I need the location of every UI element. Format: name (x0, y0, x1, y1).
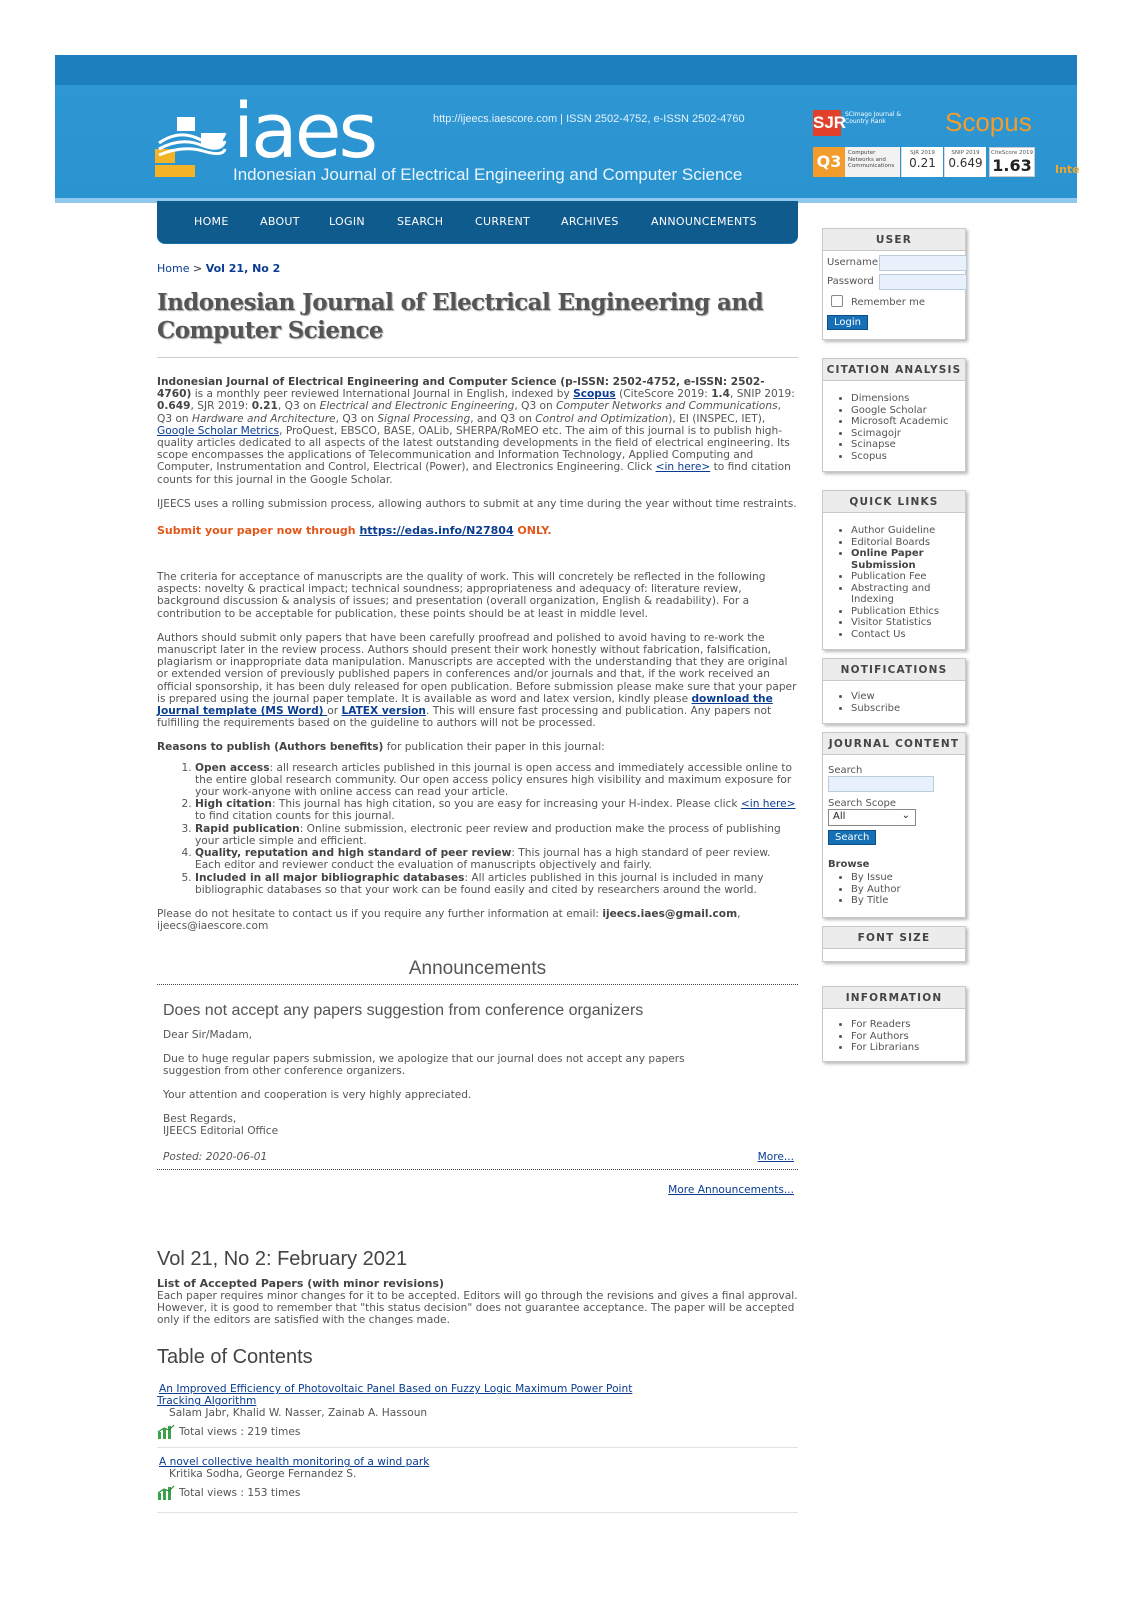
quick-links-block (822, 490, 966, 650)
announcement-sign-1: Best Regards, (163, 1113, 237, 1126)
journal-description-lead: Indonesian Journal of Electrical Engineering and Computer Science (p-ISSN: 2502-4752, e-ISSN: 2502-4760) (157, 376, 765, 401)
info-for-authors[interactable]: • For Authors (851, 1031, 965, 1043)
search-scope-label: Search Scope (828, 798, 896, 809)
snip-metric-label: SNIP 2019 (951, 150, 980, 156)
breadcrumb (157, 262, 798, 275)
user-block (822, 228, 966, 340)
logo-wordmark: iaes (233, 86, 376, 175)
reasons-bold: Reasons to publish (Authors benefits) (157, 741, 384, 754)
subject-area-2: Computer Networks and Communications (556, 400, 778, 413)
article-views (157, 1425, 798, 1439)
sjr-subtitle: SCImago Journal & Country Rank (845, 111, 902, 126)
font-size-title: FONT SIZE (823, 927, 965, 949)
journal-content-block (822, 732, 966, 918)
quick-link-publication-ethics[interactable]: • Publication Ethics (851, 606, 965, 618)
breadcrumb-separator: > (189, 262, 206, 275)
desc-text-9: , and Q3 on (470, 412, 536, 425)
nav-announcements[interactable]: ANNOUNCEMENTS (651, 215, 757, 228)
snip-inline: 0.649 (157, 400, 191, 413)
header-cut-text: Inte (1055, 163, 1080, 176)
announcement-body-2: Your attention and cooperation is very highly appreciated. (163, 1089, 472, 1102)
submit-notice (157, 524, 798, 537)
nav-about[interactable]: ABOUT (260, 215, 300, 228)
announcement-title: Does not accept any papers suggestion from conference organizers (163, 1002, 644, 1020)
title-divider (157, 357, 798, 358)
quick-link-editorial-boards[interactable]: • Editorial Boards (851, 537, 965, 549)
stats-chart-icon (157, 1425, 175, 1439)
article-views (157, 1486, 798, 1500)
password-input[interactable] (879, 274, 967, 290)
citescore-metric (989, 147, 1035, 177)
main-navigation (157, 201, 798, 243)
quick-link-author-guideline[interactable]: • Author Guideline (851, 525, 965, 537)
citation-analysis-block (822, 358, 966, 472)
issue-title: Vol 21, No 2: February 2021 (157, 1248, 408, 1271)
rolling-submission-note: IJEECS uses a rolling submission process, allowing authors to submit at any time during the year without time restraints. (157, 497, 797, 510)
announcements-heading: Announcements (408, 958, 547, 980)
information-title: INFORMATION (823, 987, 965, 1009)
page-title: Indonesian Journal of Electrical Engineering and Computer Science (157, 289, 763, 344)
remember-me-checkbox[interactable] (831, 295, 843, 307)
contact-note (157, 908, 798, 932)
article-entry (157, 1456, 798, 1513)
contact-email[interactable]: ijeecs.iaes@gmail.com (602, 907, 738, 920)
notifications-title: NOTIFICATIONS (823, 659, 965, 681)
benefit-title: Open access (195, 761, 270, 774)
snip-metric (944, 147, 986, 177)
desc-text-2: (CiteScore 2019: (615, 388, 712, 401)
breadcrumb-home[interactable]: Home (157, 262, 190, 275)
article-title-link[interactable]: An Improved Efficiency of Photovoltaic Panel Based on Fuzzy Logic Maximum Power Point Tracking Algorithm (157, 1383, 633, 1408)
announcement-greeting: Dear Sir/Madam, (163, 1029, 253, 1042)
notifications-list (823, 691, 965, 714)
quartile-badge: Q3 (813, 147, 845, 177)
info-for-librarians[interactable]: • For Librarians (851, 1042, 965, 1054)
nav-home[interactable]: HOME (194, 215, 229, 228)
notifications-block (822, 658, 966, 724)
announcement-sign-2: IJEECS Editorial Office (163, 1125, 279, 1138)
download-template-link[interactable]: download the Journal template (MS Word) (157, 692, 773, 718)
guidelines-text-3: . This will ensure fast processing and publication. Any papers not fulfilling the requirements based on the guideline to authors will not be processed. (157, 705, 772, 730)
quick-link-visitor-statistics[interactable]: • Visitor Statistics (851, 617, 965, 629)
article-divider (157, 1447, 798, 1448)
benefit-item (195, 872, 798, 896)
quick-link-online-submission[interactable] (851, 548, 965, 571)
article-title-link[interactable]: A novel collective health monitoring of a wind park (159, 1456, 430, 1469)
sjr-metric-label: SJR 2019 (910, 150, 935, 156)
password-label: Password (827, 276, 874, 287)
article-divider (157, 1512, 798, 1513)
announcement-more-link[interactable]: More... (757, 1151, 794, 1164)
citation-link-dimensions[interactable]: • Dimensions (851, 393, 965, 405)
google-scholar-metrics-link[interactable]: Google Scholar Metrics (157, 424, 280, 437)
quick-link-contact-us[interactable]: • Contact Us (851, 629, 965, 641)
announcement-bottom-divider (157, 1169, 798, 1170)
desc-text-8: , Q3 on (335, 412, 378, 425)
browse-list (823, 872, 965, 907)
nav-search[interactable]: SEARCH (397, 215, 444, 228)
snip-metric-value: 0.649 (948, 156, 983, 170)
citescore-label: CiteScore 2019 (990, 150, 1034, 156)
benefit-title: High citation (195, 798, 272, 811)
announcement-footer (157, 1151, 798, 1167)
announcements-divider (157, 984, 798, 985)
info-for-readers[interactable]: • For Readers (851, 1019, 965, 1031)
search-input[interactable] (828, 776, 934, 792)
citation-here-link-2[interactable]: <in here> (740, 798, 796, 811)
subject-area-1: Electrical and Electronic Engineering (319, 400, 515, 413)
article-authors: Kritika Sodha, George Fernandez S. (169, 1468, 357, 1481)
submit-text-1: Submit your paper now through (157, 524, 360, 538)
main-content (157, 262, 798, 1513)
benefit-text: : all research articles published in this journal is open access and immediately accessible online to the entire global research community. Our open access policy ensures high visibility and maximum exposure for your work-anyone with online access can read your article. (195, 761, 792, 799)
desc-text-11: , ProQuest, EBSCO, BASE, OALib, SHERPA/RoMEO etc. The aim of this journal is to publish high-quality articles dedicated to all aspects of the latest outstanding developments in the field of electrical engineering. Its scope encompasses the applications of Telecommunication and Information Technology, Applied Computing and Computer, Instrumentation and Control, Electrical (Power), and Electronics Engineering. Click (157, 424, 790, 474)
benefit-title: Included in all major bibliographic databases (195, 871, 465, 884)
table-of-contents-heading: Table of Contents (157, 1346, 313, 1369)
header-top-band (55, 55, 1077, 85)
quick-link-abstracting-indexing[interactable]: • Abstracting and Indexing (851, 583, 965, 606)
search-scope-value: All (833, 811, 846, 822)
citation-link-microsoft-academic[interactable]: • Microsoft Academic (851, 416, 965, 428)
site-header (55, 55, 1080, 203)
edas-submission-link[interactable]: https://edas.info/N27804 (359, 524, 514, 538)
login-button[interactable]: Login (827, 315, 868, 330)
header-site-info: http://ijeecs.iaescore.com | ISSN 2502-4752, e-ISSN 2502-4760 (433, 113, 745, 125)
benefits-list (157, 762, 798, 896)
browse-by-author[interactable]: • By Author (851, 884, 965, 896)
browse-by-title[interactable]: • By Title (851, 895, 965, 907)
nav-current[interactable]: CURRENT (475, 215, 531, 228)
username-input[interactable] (879, 255, 967, 271)
sjr-metric-value: 0.21 (909, 156, 936, 170)
search-label: Search (828, 765, 863, 776)
benefit-item (195, 762, 798, 799)
article-entry (157, 1383, 798, 1448)
citation-links-list (823, 393, 965, 462)
quick-link-online-submission-label: Online Paper Submission (851, 548, 924, 571)
quick-link-publication-fee[interactable]: • Publication Fee (851, 571, 965, 583)
article-authors: Salam Jabr, Khalid W. Nasser, Zainab A. Hassoun (169, 1407, 428, 1420)
browse-label: Browse (828, 859, 870, 870)
stats-chart-icon (157, 1486, 175, 1500)
reasons-heading (157, 741, 798, 753)
acceptance-criteria: The criteria for acceptance of manuscripts are the quality of work. This will concretely be reflected in the following aspects: novelty & practical impact; technical soundness; appropriateness and adequacy of: literature review, background discussion & analysis of issues; and presentation (overall organization, English & readability). For a contribution to be acceptable for publication, these points should be at least in middle level. (157, 571, 766, 620)
notifications-view[interactable]: • View (851, 691, 965, 703)
article-views-text: Total views : 219 times (179, 1426, 301, 1439)
reasons-rest: for publication their paper in this journal: (383, 741, 605, 754)
subject-area-4: Signal Processing (377, 412, 471, 425)
breadcrumb-current[interactable]: Vol 21, No 2 (205, 262, 281, 275)
benefit-title: Rapid publication (195, 822, 300, 835)
guidelines-text-2: or (327, 705, 342, 718)
guidelines-text-1: Authors should submit only papers that have been carefully proofread and polished to avoid having to re-work the manuscript later in the review process. Authors should present their work honestly without fabrication, falsification, plagiarism or inappropriate data manipulation. Manuscripts are accepted with the understanding that they are original or extended version of previously published papers in conferences and/or journals and that, if the work received an official sponsorship, it has been duly released for open publication. Before submission please make sure that your paper is prepared using the journal paper template. It is available as word and latex version, kindly please (157, 631, 797, 705)
desc-text-1: is a monthly peer reviewed International Journal in English, indexed by (191, 388, 574, 401)
iaes-logo-icon (155, 113, 227, 179)
citescore-inline: 1.4 (711, 388, 730, 401)
benefit-text: : This journal has a high standard of peer review. Each editor and reviewer conduct the evaluation of manuscripts objectively and fairly. (195, 847, 771, 872)
more-announcements (157, 1184, 794, 1196)
benefit-text: to find citation counts for this journal. (195, 810, 395, 823)
issue-description: Each paper requires minor changes for it to be accepted. Editors will go through the revisions and gives a final approval. However, it is good to remember that "this status decision" does not guarantee acceptance. The paper will be accepted only if the editors are satisfied with the changes made. (157, 1290, 798, 1327)
header-journal-name: Indonesian Journal of Electrical Engineering and Computer Science (233, 165, 743, 184)
submit-text-2: ONLY. (513, 524, 552, 538)
desc-text-3: , SNIP 2019: (729, 388, 795, 401)
scopus-link[interactable]: Scopus (573, 388, 616, 401)
quick-links-title: QUICK LINKS (823, 491, 965, 513)
issue-subtitle: List of Accepted Papers (with minor revisions) (157, 1277, 445, 1291)
font-size-block (822, 926, 966, 962)
subject-area-3: Hardware and Architecture (192, 412, 336, 425)
contact-text-2: , ijeecs@iaescore.com (157, 907, 741, 933)
citation-link-scimagojr[interactable]: • Scimagojr (851, 428, 965, 440)
citation-link-google-scholar[interactable]: • Google Scholar (851, 405, 965, 417)
author-guidelines (157, 632, 798, 730)
desc-text-6: , Q3 on (514, 400, 557, 413)
scopus-logo[interactable]: Scopus (945, 107, 1032, 137)
user-block-title: USER (823, 229, 965, 251)
desc-text-12: to find citation counts for this journal in the Google Scholar. (157, 461, 791, 486)
nav-archives[interactable]: ARCHIVES (561, 215, 619, 228)
notifications-subscribe[interactable]: • Subscribe (851, 703, 965, 715)
sjr-inline: 0.21 (251, 400, 278, 413)
benefit-item (195, 847, 798, 871)
benefit-text: : Online submission, electronic peer review and production make the process of publishing your article simple and efficient. (195, 822, 781, 847)
desc-text-7: , Q3 on (157, 400, 781, 425)
journal-description (157, 376, 798, 486)
journal-content-title: JOURNAL CONTENT (823, 733, 965, 755)
search-button[interactable]: Search (828, 830, 876, 845)
quartile-area: Computer Networks and Communications (845, 147, 900, 177)
announcement-body-1: Due to huge regular papers submission, we apologize that our journal does not accept any papers suggestion from other conference organizers. (163, 1053, 685, 1078)
citescore-value: 1.63 (992, 156, 1032, 175)
sjr-badge[interactable]: SJR (813, 110, 841, 136)
desc-text-4: , SJR 2019: (190, 400, 252, 413)
username-label: Username (827, 257, 878, 268)
desc-text-5: , Q3 on (277, 400, 320, 413)
citation-link-scinapse[interactable]: • Scinapse (851, 439, 965, 451)
sjr-metric (901, 147, 943, 177)
desc-text-10: ), EI (INSPEC, IET), (668, 412, 766, 425)
contact-text-1: Please do not hesitate to contact us if you require any further information at email: (157, 907, 603, 920)
chevron-down-icon: ⌄ (901, 810, 910, 821)
citation-block-title: CITATION ANALYSIS (823, 359, 965, 381)
benefit-title: Quality, reputation and high standard of peer review (195, 847, 512, 860)
latex-template-link[interactable]: LATEX version (341, 705, 426, 718)
quick-links-list (823, 525, 965, 640)
benefit-text: : This journal has high citation, so you are easy for increasing your H-index. Please click (271, 798, 741, 811)
citation-link-scopus[interactable]: • Scopus (851, 451, 965, 463)
benefit-item (195, 798, 798, 822)
nav-login[interactable]: LOGIN (329, 215, 365, 228)
subject-area-5: Control and Optimization (535, 412, 669, 425)
information-list (823, 1019, 965, 1054)
benefit-text: : All articles published in this journal is included in many bibliographic databases so that your work can be found easily and cited by researchers around the world. (195, 871, 764, 896)
announcement-posted-date: Posted: 2020-06-01 (163, 1151, 268, 1164)
article-views-text: Total views : 153 times (179, 1487, 301, 1500)
citation-here-link[interactable]: <in here> (655, 461, 711, 474)
benefit-item (195, 823, 798, 847)
remember-me-label: Remember me (851, 297, 925, 308)
search-scope-select[interactable] (828, 809, 916, 826)
browse-by-issue[interactable]: • By Issue (851, 872, 965, 884)
information-block (822, 986, 966, 1062)
more-announcements-link[interactable]: More Announcements... (668, 1184, 794, 1197)
